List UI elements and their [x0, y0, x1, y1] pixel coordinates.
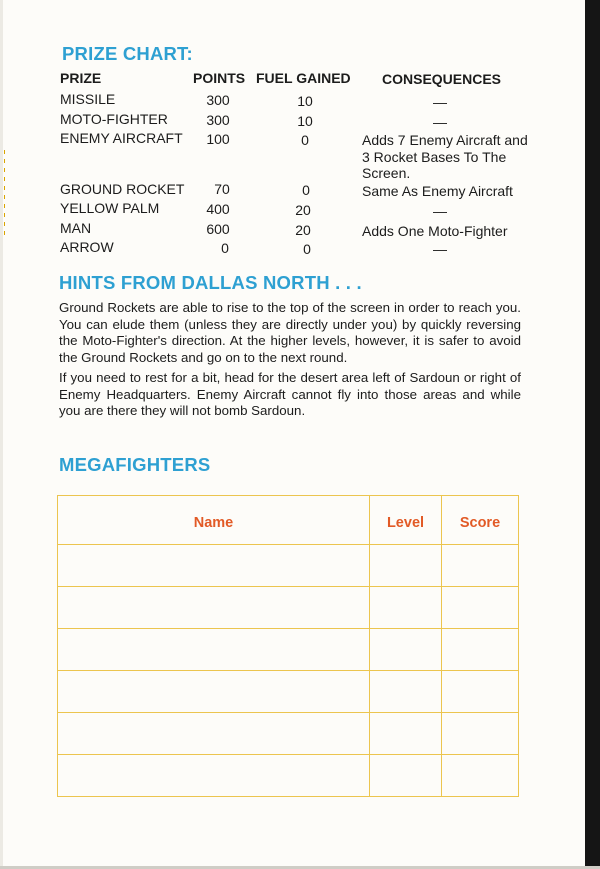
- score-cell: [442, 671, 519, 713]
- level-cell: [370, 755, 442, 797]
- prize-name: ARROW: [60, 239, 114, 255]
- name-cell: [58, 755, 370, 797]
- prize-fuel: 0: [302, 182, 310, 198]
- prize-points: 70: [214, 181, 230, 197]
- score-cell: [442, 587, 519, 629]
- prize-points: 300: [206, 112, 230, 128]
- table-row: [58, 545, 519, 587]
- table-row: [58, 713, 519, 755]
- prize-points: 100: [206, 131, 230, 147]
- prize-consequences: —: [433, 94, 447, 110]
- prize-name: MAN: [60, 220, 92, 236]
- prize-fuel: 0: [301, 132, 309, 148]
- level-cell: [370, 545, 442, 587]
- level-cell: [370, 629, 442, 671]
- score-cell: [442, 713, 519, 755]
- name-cell: [58, 671, 370, 713]
- level-cell: [370, 713, 442, 755]
- prize-name: MISSILE: [60, 91, 116, 107]
- score-table-header: [58, 496, 519, 545]
- hints-paragraph-2: If you need to rest for a bit, head for the desert area left of Sardoun or right of Enemy Headquarters. Enemy Aircraft cannot fly into those areas and while you are there they will not bomb Sardoun.: [59, 370, 521, 418]
- prize-points: 300: [206, 92, 230, 108]
- prize-chart-title: PRIZE CHART:: [62, 43, 193, 64]
- page-left-edge: [0, 0, 3, 869]
- prize-fuel: 10: [297, 113, 313, 129]
- prize-name: YELLOW PALM: [60, 200, 160, 216]
- table-row: [58, 755, 519, 797]
- consequences-column-header: CONSEQUENCES: [382, 71, 502, 87]
- points-column-header: POINTS: [193, 70, 246, 86]
- name-cell: [58, 713, 370, 755]
- level-cell: [370, 671, 442, 713]
- prize-consequences: Same As Enemy Aircraft: [362, 183, 513, 199]
- score-column-header: Score: [442, 496, 519, 545]
- prize-consequences: —: [433, 203, 447, 219]
- prize-points: 600: [206, 221, 230, 237]
- hints-paragraph-1: Ground Rockets are able to rise to the top of the screen in order to reach you. You can elude them (unless they are directly under you) by quickly reversing the Moto-Fighter's direction. At the higher levels, however, it is safer to avoid the Ground Rockets and go on to the next round.: [59, 300, 521, 365]
- prize-column-header: PRIZE: [60, 70, 102, 86]
- binding-marks: [4, 150, 5, 240]
- table-row: [58, 587, 519, 629]
- level-column-header: Level: [370, 496, 442, 545]
- prize-fuel: 0: [303, 241, 311, 257]
- prize-points: 400: [206, 201, 230, 217]
- level-cell: [370, 587, 442, 629]
- score-cell: [442, 629, 519, 671]
- prize-consequences: Adds 7 Enemy Aircraft and 3 Rocket Bases To The Screen.: [362, 132, 528, 181]
- page-right-edge: [585, 0, 600, 869]
- name-cell: [58, 629, 370, 671]
- hints-title: HINTS FROM DALLAS NORTH . . .: [59, 272, 362, 293]
- name-column-header: Name: [58, 496, 370, 545]
- fuel-column-header: FUEL GAINED: [256, 70, 351, 86]
- megafighters-title: MEGAFIGHTERS: [59, 454, 211, 475]
- table-row: [58, 671, 519, 713]
- megafighters-score-table: [57, 495, 519, 797]
- prize-fuel: 20: [295, 222, 311, 238]
- prize-points: 0: [221, 240, 229, 256]
- prize-name: GROUND ROCKET: [60, 181, 185, 197]
- prize-name: MOTO-FIGHTER: [60, 111, 168, 127]
- name-cell: [58, 587, 370, 629]
- prize-consequences: Adds One Moto-Fighter: [362, 223, 508, 239]
- name-cell: [58, 545, 370, 587]
- table-row: [58, 629, 519, 671]
- prize-consequences: —: [433, 114, 447, 130]
- prize-fuel: 10: [297, 93, 313, 109]
- score-cell: [442, 545, 519, 587]
- prize-consequences: —: [433, 241, 447, 257]
- prize-fuel: 20: [295, 202, 311, 218]
- prize-name: ENEMY AIRCRAFT: [60, 130, 183, 146]
- score-cell: [442, 755, 519, 797]
